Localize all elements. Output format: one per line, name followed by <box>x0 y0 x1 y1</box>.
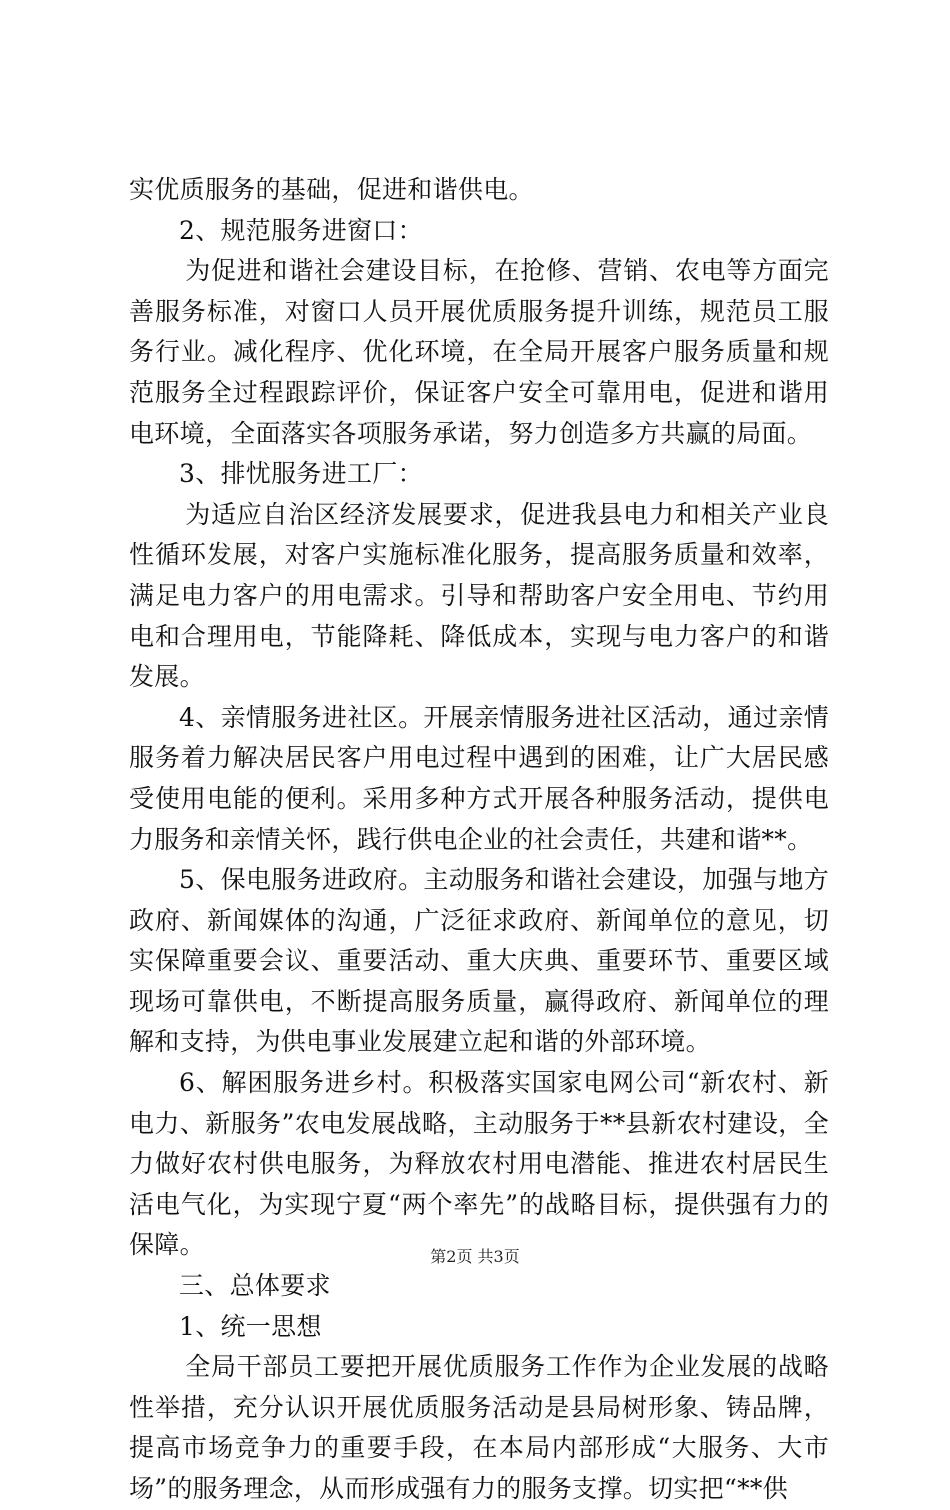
paragraph-unify-thinking: 全局干部员工要把开展优质服务工作作为企业发展的战略性举措，充分认识开展优质服务活动是县局树形象、铸品牌，提高市场竞争力的重要手段，在本局内部形成“大服务、大市场”的服务理念，从而形成强有力的服务支撑。切实把“**供 <box>129 1352 829 1503</box>
heading-unify-thinking: 1、统一思想 <box>179 1311 322 1341</box>
paragraph-government-service: 5、保电服务进政府。主动服务和谐社会建设，加强与地方政府、新闻媒体的沟通，广泛征求政府、新闻单位的意见，切实保障重要会议、重要活动、重大庆典、重要环节、重要区域现场可靠供电，不断提高服务质量，赢得政府、新闻单位的理解和支持，为供电事业发展建立起和谐的外部环境。 <box>129 865 829 1057</box>
paragraph-standard-service: 为促进和谐社会建设目标，在抢修、营销、农电等方面完善服务标准，对窗口人员开展优质服务提升训练，规范员工服务行业。减化程序、优化环境，在全局开展客户服务质量和规范服务全过程跟踪评价，保证客户安全可靠用电，促进和谐用电环境，全面落实各项服务承诺，努力创造多方共赢的局面。 <box>129 256 829 448</box>
heading-general-requirements: 三、总体要求 <box>179 1271 331 1301</box>
page-footer: 第2页 共3页 <box>430 1247 520 1266</box>
heading-factory-service: 3、排忧服务进工厂： <box>179 459 423 489</box>
heading-standard-service-window: 2、规范服务进窗口： <box>179 215 423 245</box>
paragraph-factory-service: 为适应自治区经济发展要求，促进我县电力和相关产业良性循环发展，对客户实施标准化服务，提高服务质量和效率，满足电力客户的用电需求。引导和帮助客户安全用电、节约用电和合理用电，节能降耗、降低成本，实现与电力客户的和谐发展。 <box>129 499 829 692</box>
paragraph-1: 实优质服务的基础，促进和谐供电。 <box>129 175 534 204</box>
paragraph-community-service: 4、亲情服务进社区。开展亲情服务进社区活动，通过亲情服务着力解决居民客户用电过程中遇到的困难，让广大居民感受使用电能的便利。采用多种方式开展各种服务活动，提供电力服务和亲情关怀，践行供电企业的社会责任，共建和谐**。 <box>129 702 829 854</box>
paragraph-village-service: 6、解困服务进乡村。积极落实国家电网公司“新农村、新电力、新服务”农电发展战略，主动服务于**县新农村建设，全力做好农村供电服务，为释放农村用电潜能、推进农村居民生活电气化，为实现宁夏“两个率先”的战略目标，提供强有力的保障。 <box>129 1068 829 1260</box>
document-body <box>129 170 829 1510</box>
